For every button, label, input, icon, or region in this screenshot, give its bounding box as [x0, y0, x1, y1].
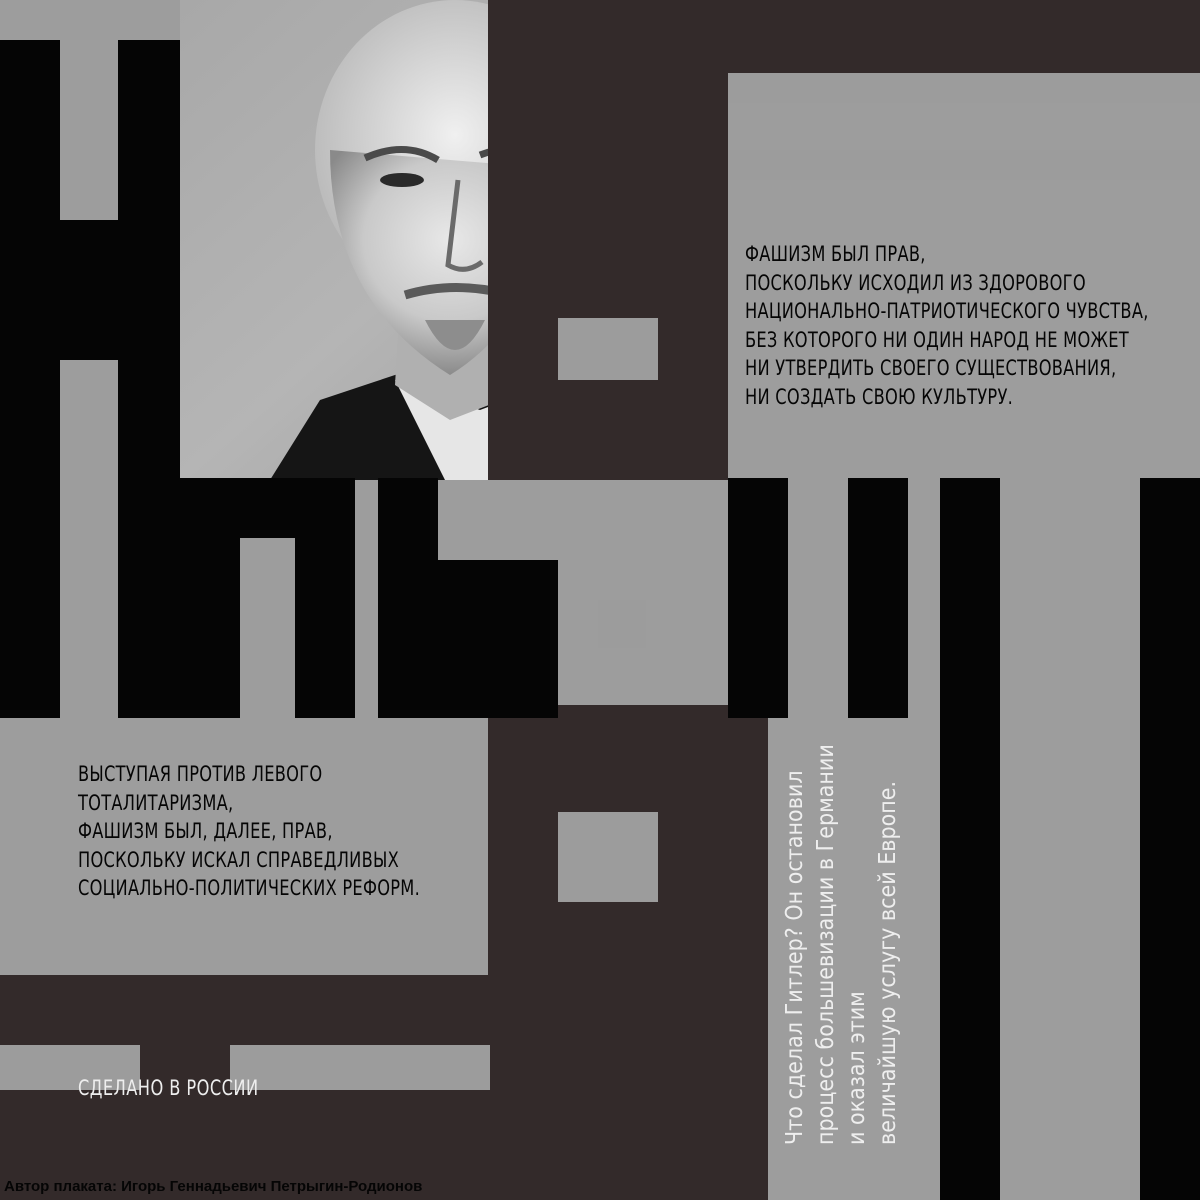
- top-quote-line: ПОСКОЛЬКУ ИСХОДИЛ ИЗ ЗДОРОВОГО: [745, 270, 1086, 295]
- left-quote-line: ФАШИЗМ БЫЛ, ДАЛЕЕ, ПРАВ,: [78, 819, 333, 843]
- glyph-counter-4: [230, 1045, 490, 1090]
- letter-l-top: [180, 478, 355, 538]
- top-quote-line: НИ УТВЕРДИТЬ СВОЕГО СУЩЕСТВОВАНИЯ,: [745, 356, 1117, 380]
- left-quote-line: ВЫСТУПАЯ ПРОТИВ ЛЕВОГО: [78, 762, 323, 786]
- top-slat-1: [728, 73, 1200, 103]
- letter-soft-sign-stem: [378, 478, 438, 718]
- letter-i-stem-left: [0, 40, 60, 720]
- top-quote: [745, 240, 1149, 411]
- dark-block-right-panel: [488, 73, 728, 480]
- letter-i2-stem-right: [848, 478, 908, 718]
- left-quote-line: ТОТАЛИТАРИЗМА,: [78, 790, 234, 815]
- dark-block-lower-column: [488, 705, 768, 1200]
- top-quote-line: НАЦИОНАЛЬНО-ПАТРИОТИЧЕСКОГО ЧУВСТВА,: [745, 299, 1149, 323]
- vertical-quote-line: Что сделал Гитлер? Он остановил: [782, 770, 808, 1145]
- letter-n-stem-right: [1140, 478, 1200, 1200]
- vertical-quote-line: процесс большевизации в Германии: [813, 744, 839, 1145]
- top-quote-line: НИ СОЗДАТЬ СВОЮ КУЛЬТУРУ.: [745, 384, 1014, 409]
- letter-i-stem-right: [118, 40, 180, 720]
- letter-n-stem-left: [940, 478, 1000, 1200]
- left-quote-line: ПОСКОЛЬКУ ИСКАЛ СПРАВЕДЛИВЫХ: [78, 847, 399, 872]
- letter-soft-sign-bowl: [438, 560, 558, 718]
- left-quote: [78, 760, 420, 903]
- top-slat-2: [728, 150, 1200, 180]
- letter-soft-sign-counter: [598, 600, 646, 648]
- left-quote-line: СОЦИАЛЬНО-ПОЛИТИЧЕСКИХ РЕФОРМ.: [78, 876, 420, 900]
- vertical-quote-line: и оказал этим: [844, 991, 870, 1145]
- letter-i2-stem-left: [728, 478, 788, 718]
- right-gap-panel: [1000, 478, 1140, 1200]
- top-quote-line: БЕЗ КОТОРОГО НИ ОДИН НАРОД НЕ МОЖЕТ: [745, 327, 1129, 352]
- dark-block-top-bar: [488, 0, 1200, 73]
- glyph-counter-2: [558, 812, 658, 902]
- author-credit: Автор плаката: Игорь Геннадьевич Петрыгин-Родионов: [4, 1178, 423, 1195]
- letter-l-leg-right: [295, 538, 355, 718]
- letter-i-diagonal: [60, 220, 118, 360]
- vertical-quote-line: величайшую услугу всей Европе.: [875, 780, 901, 1145]
- vertical-quote: [780, 744, 904, 1145]
- letter-l-leg-left: [180, 538, 240, 718]
- made-in-label: СДЕЛАНО В РОССИИ: [78, 1076, 259, 1100]
- glyph-counter-1: [558, 318, 658, 380]
- top-quote-line: ФАШИЗМ БЫЛ ПРАВ,: [745, 242, 926, 266]
